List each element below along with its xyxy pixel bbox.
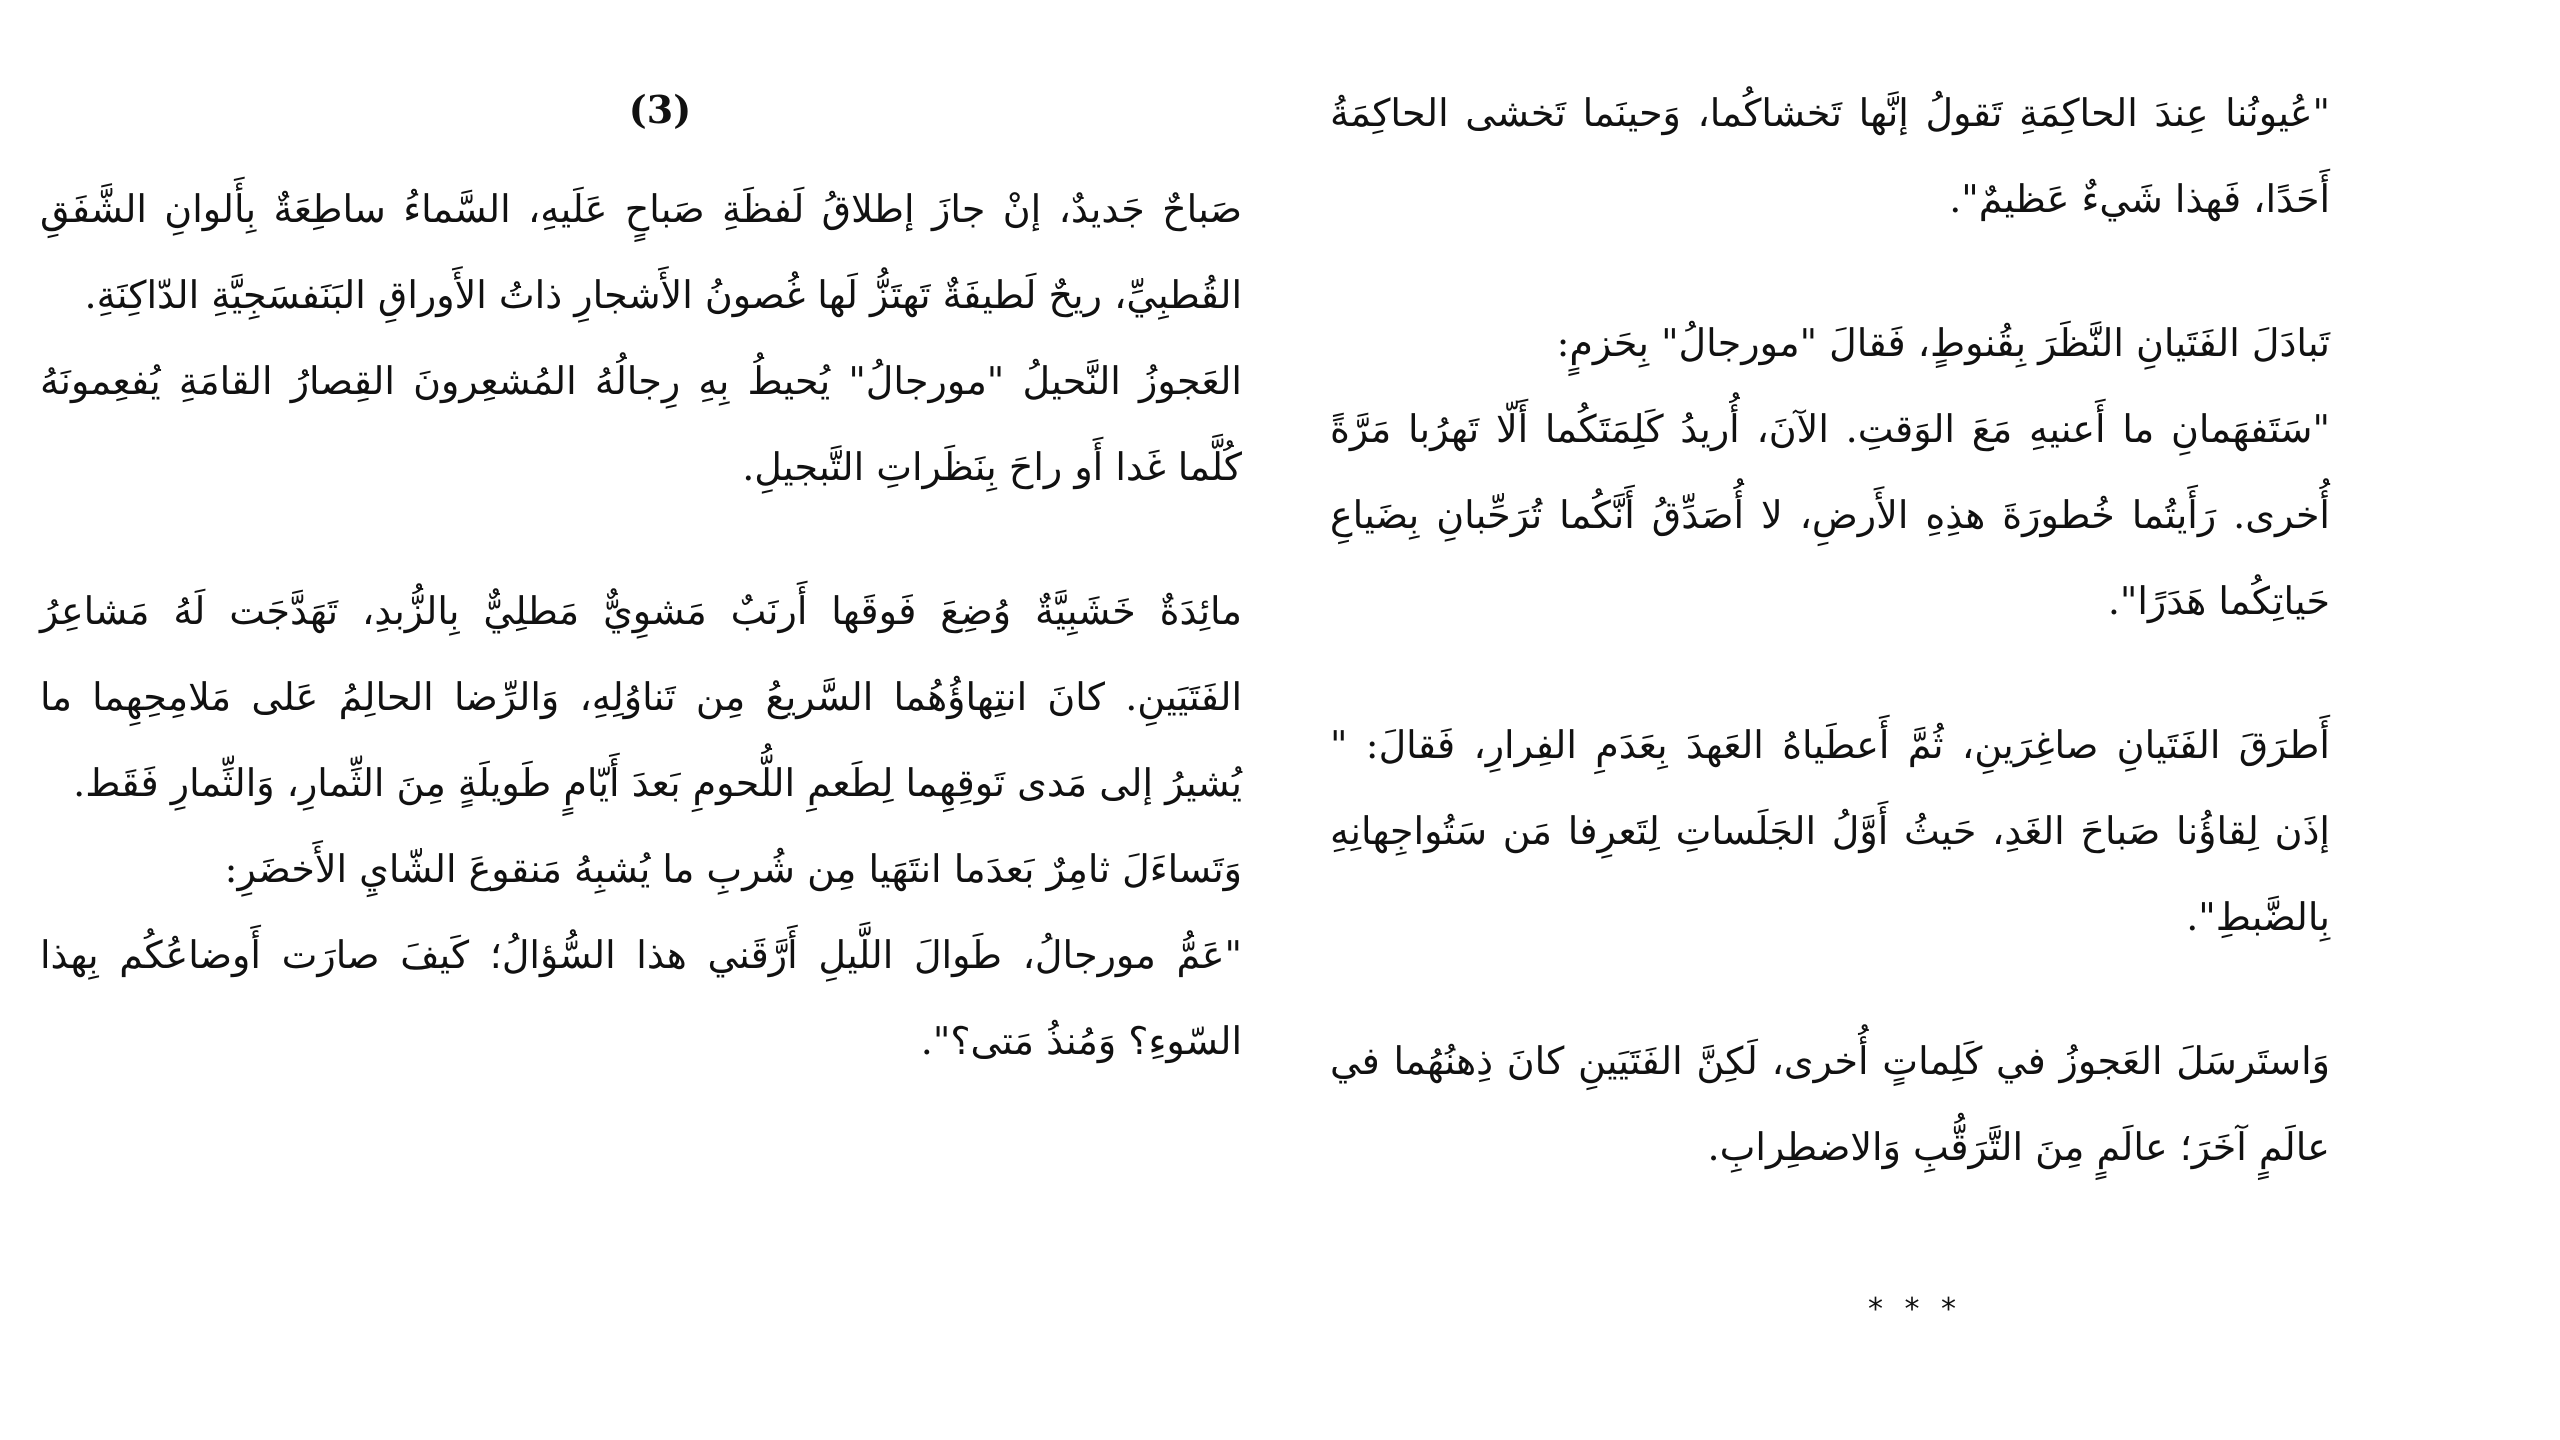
paragraph: تَبادَلَ الفَتَيانِ النَّظَرَ بِقُنوطٍ، فَقالَ "مورجالُ" بِحَزمٍ: xyxy=(1556,321,2330,365)
paragraph: "عَمُّ مورجالُ، طَوالَ اللَّيلِ أَرَّقَني هذا السُّؤالُ؛ كَيفَ صارَت أَوضاعُكُم بِهذا السّوءِ؟ وَمُنذُ مَتى؟". xyxy=(40,933,1242,1063)
left-page-text xyxy=(40,166,1242,1084)
paragraph: "عُيونُنا عِندَ الحاكِمَةِ تَقولُ إنَّها تَخشاكُما، وَحينَما تَخشى الحاكِمَةُ أَحَدًا، فَهذا شَيءٌ عَظيمٌ". xyxy=(1330,91,2330,221)
paragraph: مائِدَةٌ خَشَبِيَّةٌ وُضِعَ فَوقَها أَرنَبٌ مَشوِيٌّ مَطلِيٌّ بِالزُّبدِ، تَهَدَّجَت لَهُ مَشاعِرُ الفَتَيَينِ. كانَ انتِهاؤُهُما السَّريعُ مِن تَناوُلِهِ، وَالرِّضا الحالِمُ عَلى مَلامِحِهِما ما يُشيرُ إلى مَدى تَوقِهِما لِطَعمِ اللُّحومِ بَعدَ أَيّامٍ طَويلَةٍ مِنَ الثِّمارِ، وَالثِّمارِ فَقَط. xyxy=(40,589,1242,805)
paragraph: وَاستَرسَلَ العَجوزُ في كَلِماتٍ أُخرى، لَكِنَّ الفَتَيَينِ كانَ ذِهنُهُما في عالَمٍ آخَرَ؛ عالَمٍ مِنَ التَّرَقُّبِ وَالاضطِرابِ. xyxy=(1330,1039,2330,1169)
paragraph: صَباحٌ جَديدٌ، إنْ جازَ إطلاقُ لَفظَةِ صَباحٍ عَلَيهِ، السَّماءُ ساطِعَةٌ بِأَلوانِ الشَّفَقِ القُطبِيِّ، ريحٌ لَطيفَةٌ تَهتَزُّ لَها غُصونُ الأَشجارِ ذاتُ الأَوراقِ البَنَفسَجِيَّةِ الدّاكِنَةِ. xyxy=(40,187,1242,317)
paragraph: وَتَساءَلَ ثامِرٌ بَعدَما انتَهَيا مِن شُربِ ما يُشبِهُ مَنقوعَ الشّايِ الأَخضَرِ: xyxy=(224,847,1242,891)
paragraph: العَجوزُ النَّحيلُ "مورجالُ" يُحيطُ بِهِ رِجالُهُ المُشعِرونَ القِصارُ القامَةِ يُفعِمونَهُ كُلَّما غَدا أَو راحَ بِنَظَراتِ التَّبجيلِ. xyxy=(40,359,1242,489)
paragraph: "سَتَفهَمانِ ما أَعنيهِ مَعَ الوَقتِ. الآنَ، أُريدُ كَلِمَتَكُما أَلّا تَهرُبا مَرَّةً أُخرى. رَأَيتُما خُطورَةَ هذِهِ الأَرضِ، لا أُصَدِّقُ أَنَّكُما تُرَحِّبانِ بِضَياعِ حَياتِكُما هَدَرًا". xyxy=(1330,407,2330,623)
right-page-text xyxy=(1330,70,2330,1190)
section-break: * * * xyxy=(1867,1292,1963,1327)
page-number: (3) xyxy=(628,87,692,132)
paragraph: أَطرَقَ الفَتَيانِ صاغِرَينِ، ثُمَّ أَعطَياهُ العَهدَ بِعَدَمِ الفِرارِ، فَقالَ: " إذَن لِقاؤُنا صَباحَ الغَدِ، حَيثُ أَوَّلُ الجَلَساتِ لِتَعرِفا مَن سَتُواجِهانِهِ بِالضَّبطِ". xyxy=(1330,723,2330,939)
